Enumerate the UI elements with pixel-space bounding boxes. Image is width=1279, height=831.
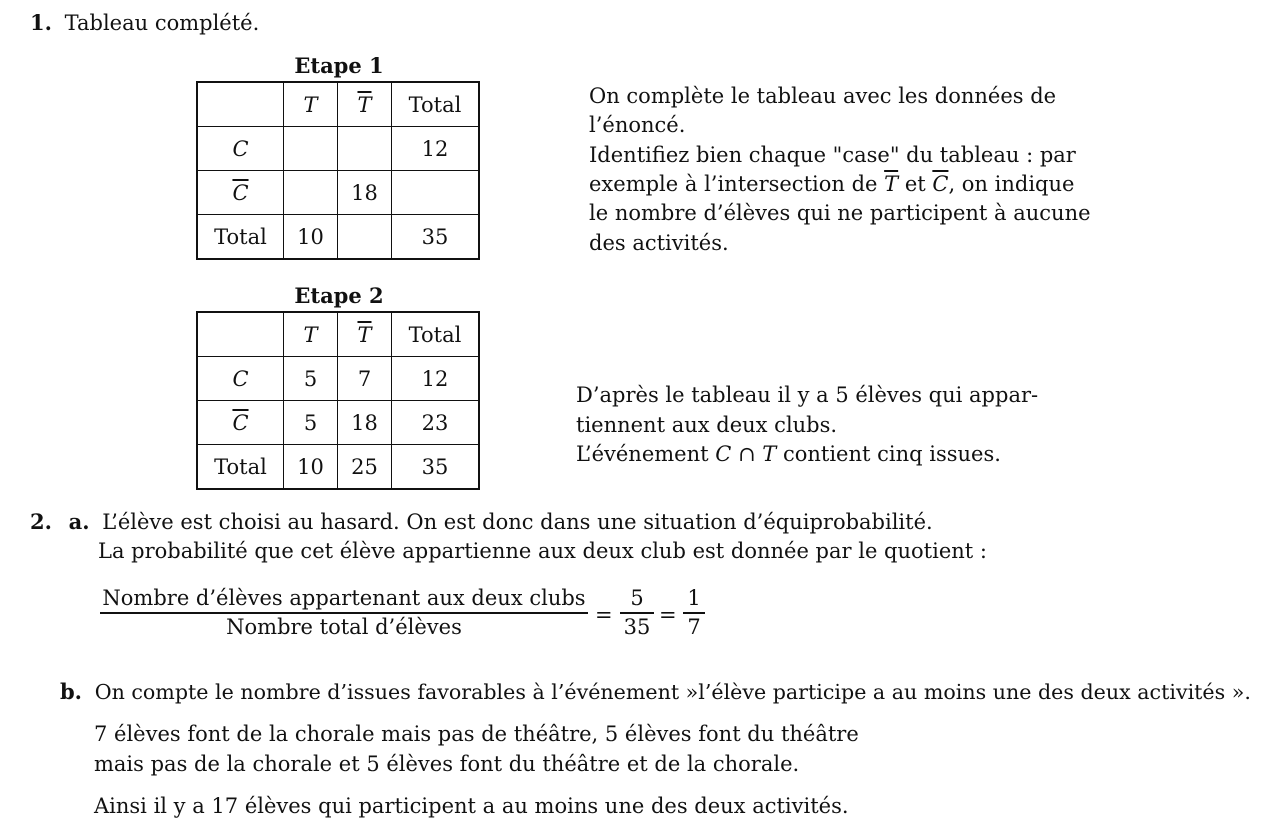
- table-row: [197, 445, 479, 490]
- table1-row-C-label: C: [197, 127, 284, 171]
- table2-row-total-label: Total: [197, 445, 284, 490]
- explain1-line: des activités.: [589, 231, 729, 255]
- table2-cell: 10: [284, 445, 338, 490]
- table1-caption: Etape 1: [294, 53, 384, 78]
- q2a-letter: a.: [68, 509, 90, 534]
- table-row: [197, 127, 479, 171]
- table-row: [197, 357, 479, 401]
- explain1-line-4: exemple à l’intersection de $\overline{T}$ et $\overline{C}$, on indique: [589, 172, 1075, 196]
- intersection-expression: C ∩ T: [715, 442, 777, 466]
- table2-cell: 5: [284, 357, 338, 401]
- table1-cell: [392, 171, 480, 215]
- equals-sign: =: [595, 603, 613, 627]
- table1-cell: [284, 171, 338, 215]
- explain1-line: On complète le tableau avec les données de: [589, 84, 1057, 108]
- table2-cell: 35: [392, 445, 480, 490]
- table1-cell: [338, 215, 392, 260]
- explain2-line-3: L’événement C ∩ T contient cinq issues.: [576, 442, 1001, 466]
- fraction-numerator: 1: [687, 586, 701, 610]
- table1-header-empty: [197, 82, 284, 127]
- table2-cell: 25: [338, 445, 392, 490]
- table2-cell: 7: [338, 357, 392, 401]
- table1-row-Cbar-label: $\overline{C}$: [197, 171, 284, 215]
- table2-header-total: Total: [392, 312, 480, 357]
- table1-header-total: Total: [392, 82, 480, 127]
- main-fraction-numerator: Nombre d’élèves appartenant aux deux clubs: [102, 586, 586, 610]
- explain1-line: le nombre d’élèves qui ne participent à aucune: [589, 201, 1091, 225]
- fraction-numerator: 5: [630, 586, 644, 610]
- q2a-line1: L’élève est choisi au hasard. On est donc dans une situation d’équiprobabilité.: [102, 510, 933, 534]
- table-row: [197, 215, 479, 260]
- q2-number: 2.: [30, 509, 52, 534]
- table1-row-total-label: Total: [197, 215, 284, 260]
- fraction-5-35: [620, 586, 654, 639]
- table1-cell: [284, 127, 338, 171]
- table1-header-Tbar: $\overline{T}$: [338, 82, 392, 127]
- fraction-denominator: 35: [623, 615, 651, 639]
- q2b-line4: Ainsi il y a 17 élèves qui participent a au moins une des deux activités.: [94, 794, 849, 818]
- table-row: [197, 171, 479, 215]
- q2b-letter: b.: [60, 679, 82, 704]
- q2a-heading: [30, 507, 933, 537]
- table2-row-Cbar-label: $\overline{C}$: [197, 401, 284, 445]
- q2b-heading: [60, 677, 1251, 707]
- table1-cell: 18: [338, 171, 392, 215]
- fraction-denominator: 7: [687, 615, 701, 639]
- table2-header-T: T: [284, 312, 338, 357]
- table2-row-C-label: C: [197, 357, 284, 401]
- table2-cell: 5: [284, 401, 338, 445]
- q2b-line2: 7 élèves font de la chorale mais pas de théâtre, 5 élèves font du théâtre: [94, 722, 859, 746]
- table2-caption: Etape 2: [294, 283, 384, 308]
- q1-heading: [30, 8, 259, 38]
- q1-title: Tableau complété.: [64, 11, 260, 35]
- table2-cell: 18: [338, 401, 392, 445]
- table2-cell: 23: [392, 401, 480, 445]
- table2-header-empty: [197, 312, 284, 357]
- table1-header-T: T: [284, 82, 338, 127]
- main-fraction: [100, 586, 588, 639]
- main-fraction-denominator: Nombre total d’élèves: [226, 615, 462, 639]
- table1-cell: [338, 127, 392, 171]
- q2b-line1: On compte le nombre d’issues favorables à l’événement »l’élève participe a au moins une des deux activités ».: [94, 680, 1251, 704]
- q2a-line2: La probabilité que cet élève appartienne aux deux club est donnée par le quotient :: [98, 539, 987, 563]
- table-row: [197, 401, 479, 445]
- table2-header-Tbar: $\overline{T}$: [338, 312, 392, 357]
- table1-cell: 10: [284, 215, 338, 260]
- table1-cell: 12: [392, 127, 480, 171]
- explain2-line: D’après le tableau il y a 5 élèves qui appar-: [576, 383, 1039, 407]
- table1: [196, 81, 480, 260]
- table2: [196, 311, 480, 490]
- fraction-1-7: [683, 586, 705, 639]
- table2-header-row: [197, 312, 479, 357]
- q2b-line3: mais pas de la chorale et 5 élèves font du théâtre et de la chorale.: [94, 752, 800, 776]
- q1-number: 1.: [30, 10, 52, 35]
- equals-sign: =: [659, 603, 677, 627]
- explain2-line: tiennent aux deux clubs.: [576, 413, 838, 437]
- explain1-line: l’énoncé.: [589, 113, 686, 137]
- explain1-line: Identifiez bien chaque "case" du tableau : par: [589, 143, 1076, 167]
- table2-cell: 12: [392, 357, 480, 401]
- table1-cell: 35: [392, 215, 480, 260]
- table1-header-row: [197, 82, 479, 127]
